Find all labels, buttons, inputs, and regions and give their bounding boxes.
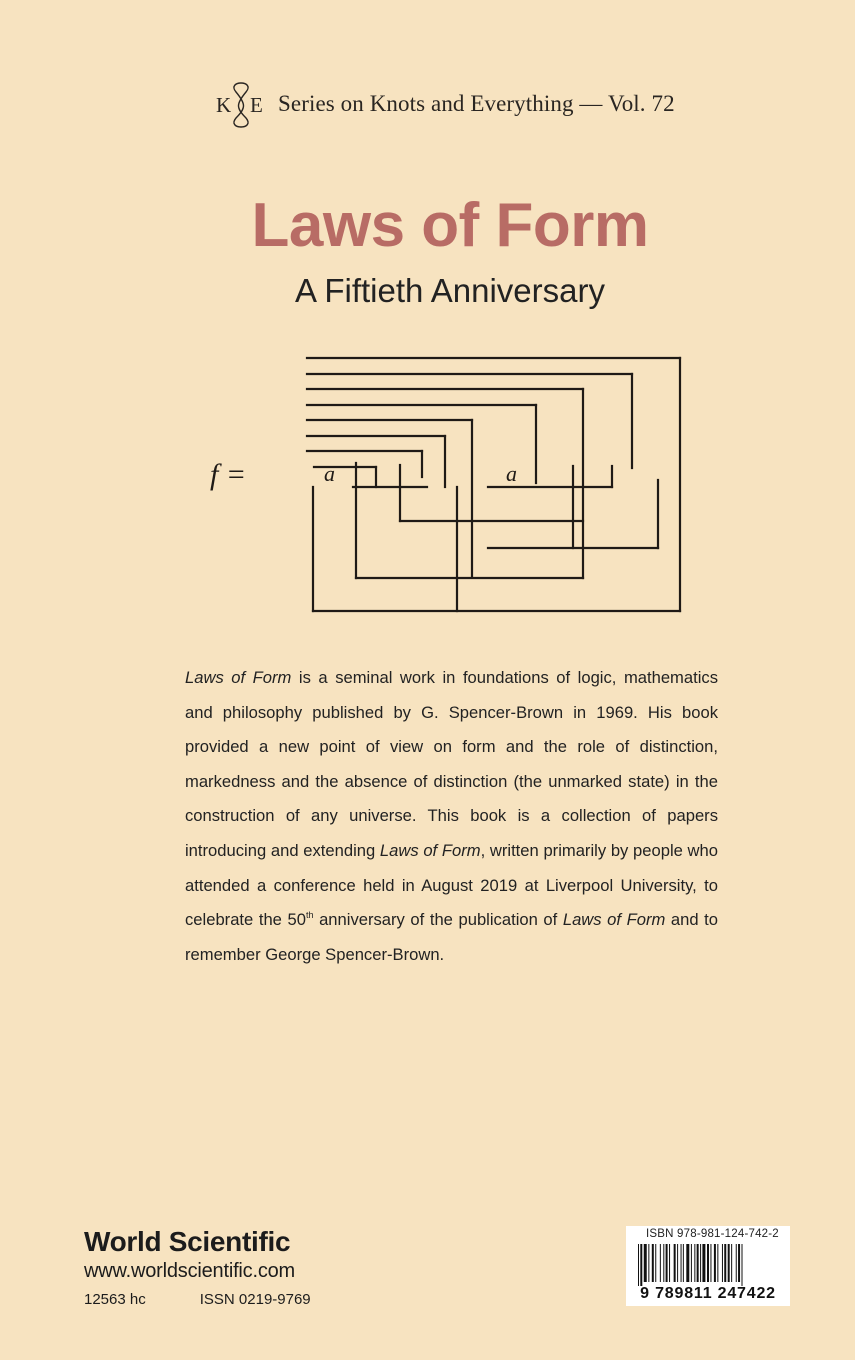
description-text-1: is a seminal work in foundations of logic, mathematics and philosophy published by G. Spencer-Brown in 1969. His book provided a new point of view on form and the role of distinction, markedness and the absence of distinction (the unmarked state) in the construction of any universe. This book is a collection of papers introducing and extending (185, 668, 718, 860)
isbn-barcode (626, 1226, 790, 1306)
description-text-2: , written primarily by people who attended a conference held in August 2019 at Liverpool University, to celebrate the 50 (185, 840, 718, 930)
barcode-bar (691, 1244, 692, 1282)
barcode-bar (677, 1244, 678, 1282)
publisher-codes (84, 1291, 311, 1308)
barcode-bar (663, 1244, 664, 1282)
barcode-bar (638, 1244, 639, 1286)
barcode-bar (724, 1244, 726, 1282)
barcode-bar (686, 1244, 689, 1282)
barcode-bar (738, 1244, 740, 1282)
series-issn: ISSN 0219-9769 (199, 1291, 311, 1308)
series-logo-icon (214, 78, 270, 130)
barcode-bar (666, 1244, 668, 1282)
barcode-bar (697, 1244, 699, 1282)
barcode-bar (742, 1244, 743, 1286)
isbn-number: 9 789811 247422 (640, 1285, 776, 1302)
publisher-url[interactable]: www.worldscientific.com (84, 1260, 296, 1282)
book-title: Laws of Form (251, 191, 649, 260)
barcode-bar (700, 1244, 701, 1282)
formula-var-a-left: a (324, 461, 335, 486)
barcode-bar (717, 1244, 718, 1282)
barcode-bar (731, 1244, 732, 1282)
barcode-bar (681, 1244, 682, 1282)
description-italic-title-2: Laws of Form (379, 840, 481, 860)
barcode-bar (722, 1244, 723, 1282)
description-text-3: anniversary of the publication of (313, 910, 563, 930)
form-diagram (200, 350, 700, 620)
publisher-block (84, 1226, 311, 1308)
ordinal-superscript: th (305, 909, 314, 920)
barcode-bar (736, 1244, 737, 1282)
barcode-bar (655, 1244, 656, 1282)
barcode-bar (710, 1244, 711, 1282)
barcode-bar (669, 1244, 670, 1282)
svg-text:K: K (216, 93, 232, 117)
barcode-bar (660, 1244, 661, 1282)
formula-var-a-right: a (506, 461, 517, 486)
barcode-bar (702, 1244, 705, 1282)
description-italic-title-3: Laws of Form (562, 910, 666, 930)
catalog-code: 12563 hc (84, 1291, 146, 1308)
formula-lhs: f = (210, 458, 247, 491)
barcode-bars (638, 1244, 778, 1286)
barcode-bar (640, 1244, 642, 1286)
barcode-bar (728, 1244, 730, 1282)
form-brackets (307, 358, 680, 611)
barcode-bar (694, 1244, 695, 1282)
svg-text:E: E (250, 93, 263, 117)
barcode-bar (714, 1244, 716, 1282)
barcode-bar (674, 1244, 676, 1282)
book-description (185, 661, 718, 972)
publisher-name: World Scientific (84, 1226, 291, 1257)
barcode-bar (707, 1244, 709, 1282)
isbn-label: ISBN 978-981-124-742-2 (646, 1228, 779, 1240)
barcode-bar (644, 1244, 647, 1282)
book-subtitle: A Fiftieth Anniversary (295, 272, 605, 309)
barcode-bar (683, 1244, 684, 1282)
description-text-4: and to remember George Spencer-Brown. (185, 910, 719, 964)
series-header (214, 78, 675, 130)
barcode-bar (652, 1244, 654, 1282)
barcode-bar (648, 1244, 649, 1282)
series-label: Series on Knots and Everything — Vol. 72 (278, 91, 675, 116)
description-italic-title: Laws of Form (185, 668, 292, 687)
